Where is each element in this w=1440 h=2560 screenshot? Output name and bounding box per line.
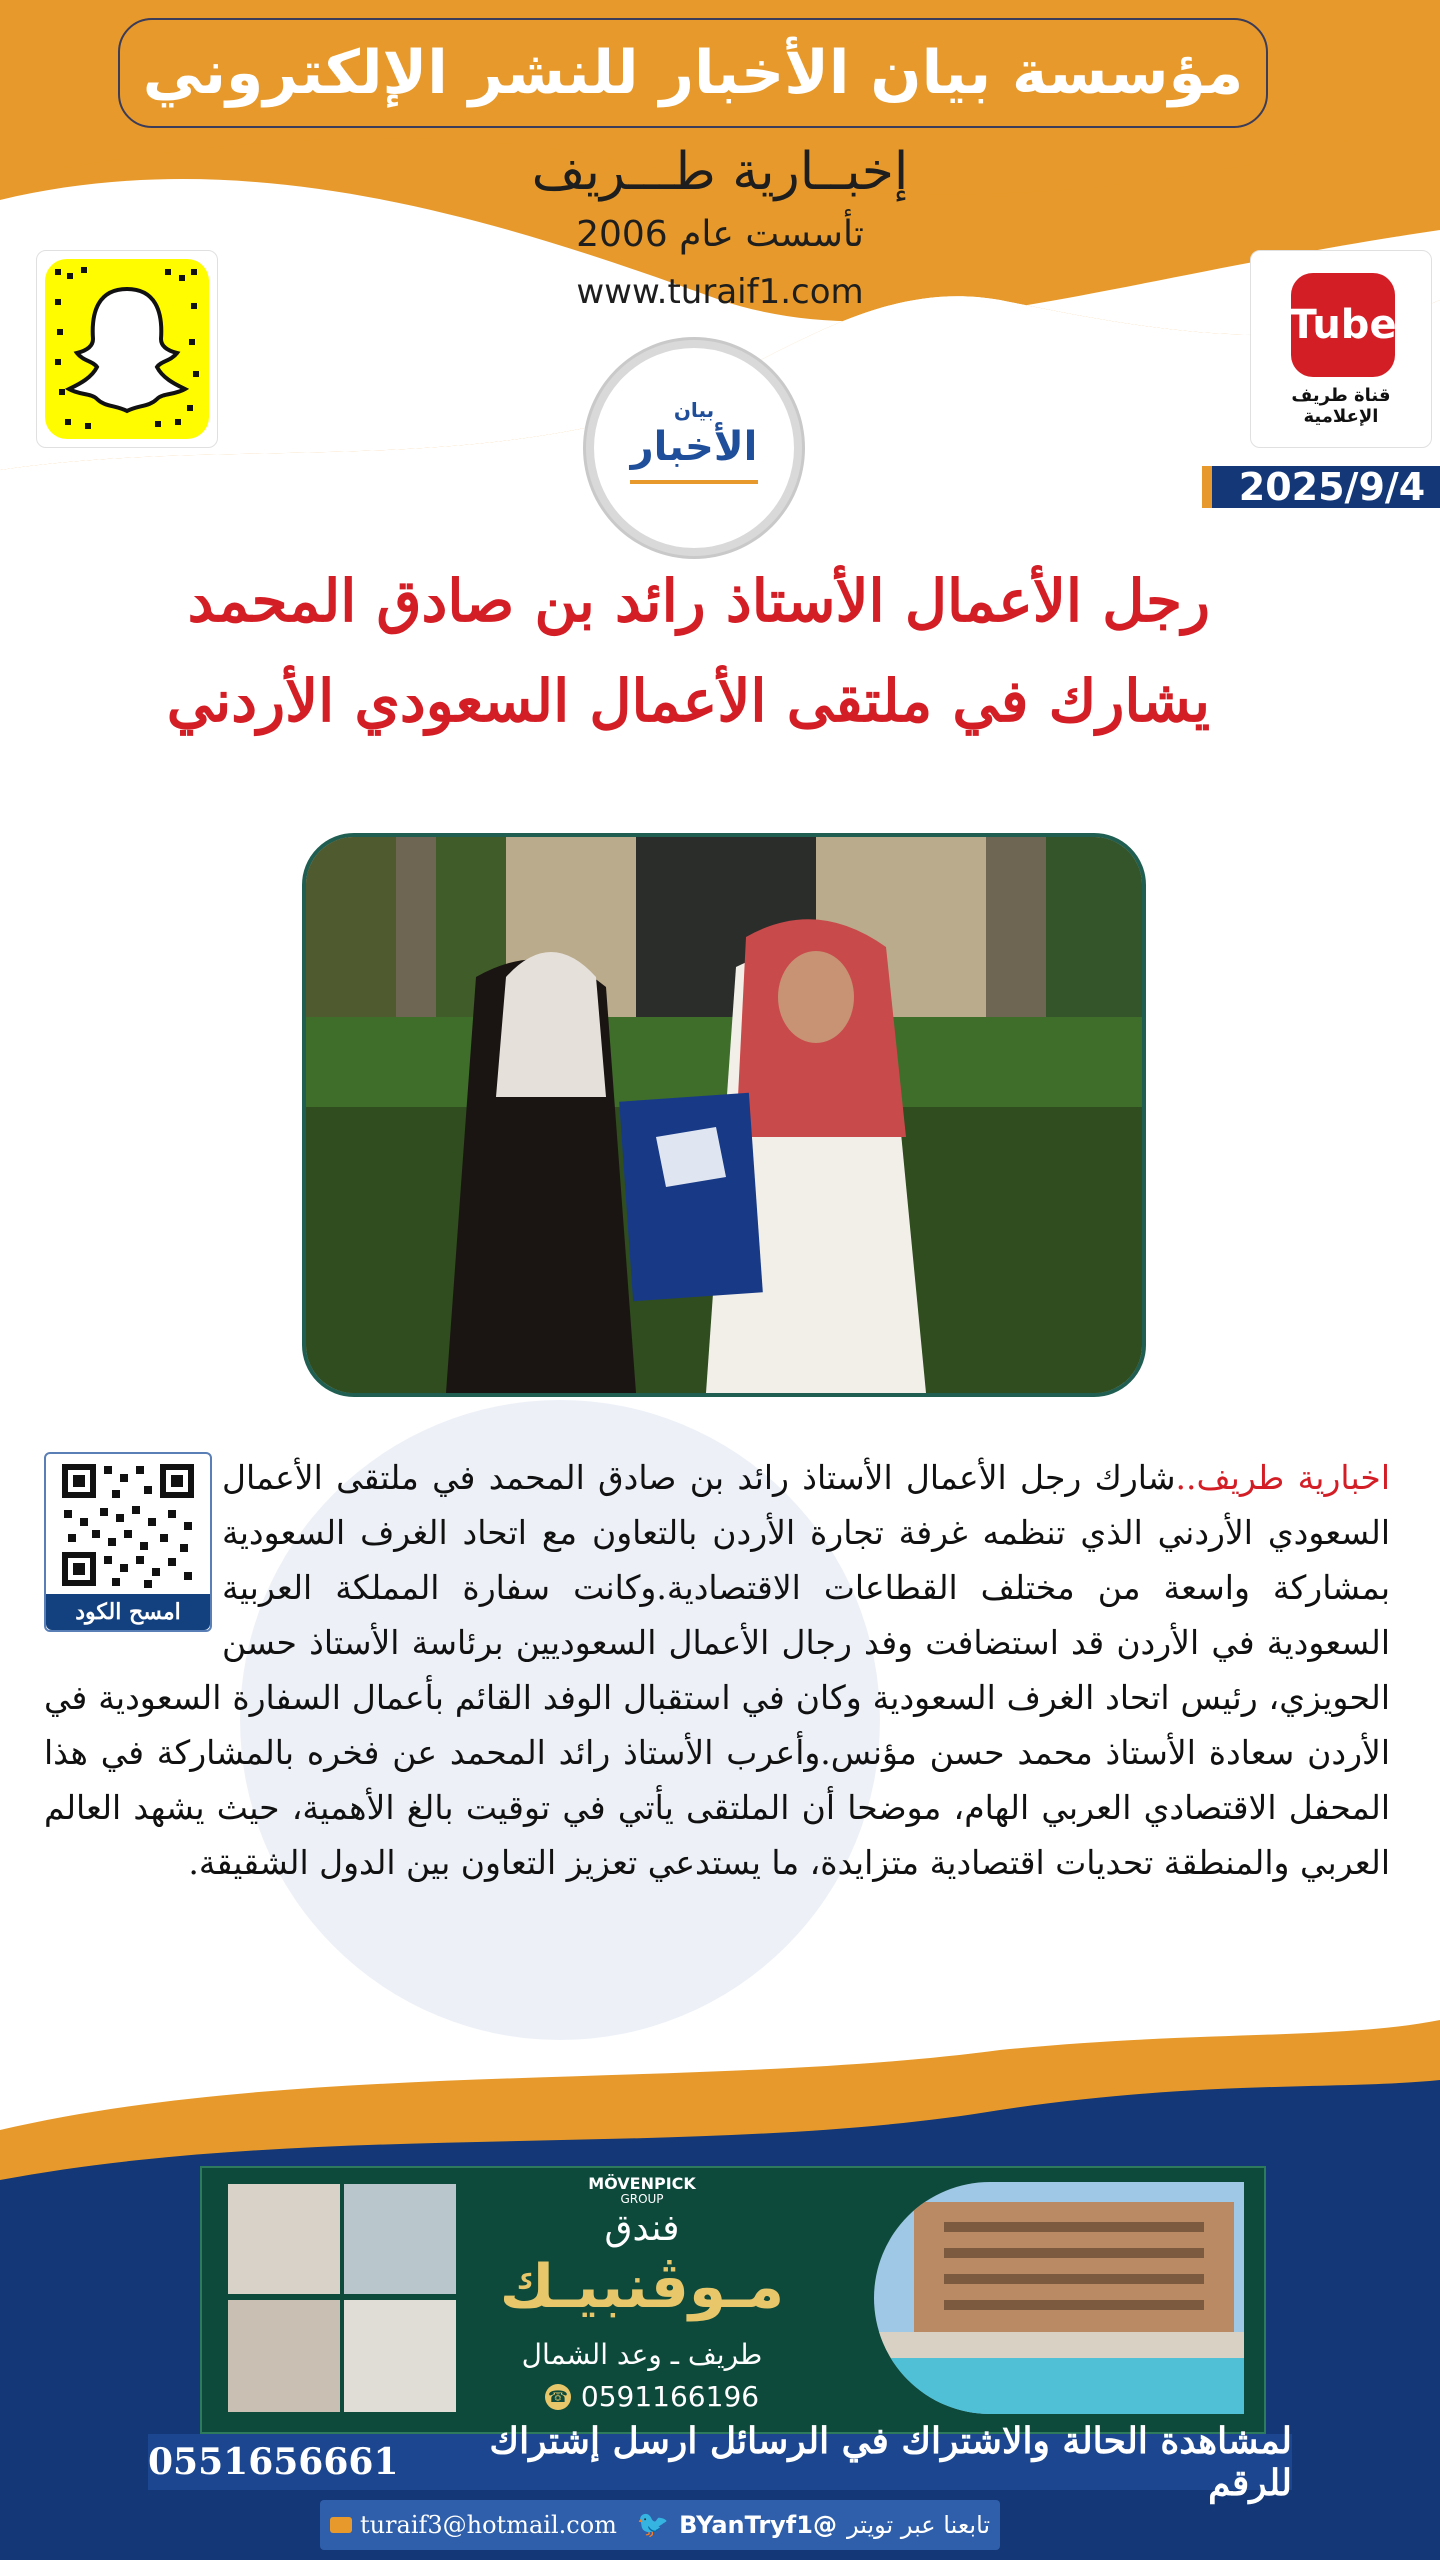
article-body-text: شارك رجل الأعمال الأستاذ رائد بن صادق المحمد في ملتقى الأعمال السعودي الأردني الذي تنظمه غرفة تجارة الأردن بالتعاون مع اتحاد الغرف السعودية بمشاركة واسعة من مختلف القطاعات الاقتصادية.وكانت سفارة المملكة العربية السعودية في الأردن قد استضافت وفد رجال الأعمال السعوديين برئاسة الأستاذ حسن الحويزي، رئيس اتحاد الغرف السعودية وكان في استقبال الوفد القائم بأعمال السفارة السعودية في الأردن سعادة الأستاذ محمد حسن مؤنس.وأعرب الأستاذ رائد المحمد عن فخره بالمشاركة في هذا المحفل الاقتصادي العربي الهام، موضحا أن الملتقى يأتي في توقيت بالغ الأهمية، حيث يشهد العالم العربي والمنطقة تحديات اقتصادية متزايدة، ما يستدعي تعزيز التعاون بين الدول الشقيقة. xyxy=(44,1458,1390,1882)
qr-code[interactable] xyxy=(44,1452,212,1632)
twitter-link[interactable] xyxy=(637,2510,990,2540)
ad-phone: 0591166196 xyxy=(580,2380,760,2413)
email-link[interactable] xyxy=(330,2511,617,2539)
ad-phone-row[interactable] xyxy=(502,2380,802,2413)
ad-photo-room-1 xyxy=(228,2184,340,2294)
youtube-icon: Tube xyxy=(1291,273,1395,377)
snapchat-code-icon xyxy=(45,259,209,439)
website-link[interactable]: www.turaif1.com xyxy=(576,272,864,312)
subscribe-text: لمشاهدة الحالة والاشتراك في الرسائل ارسل إشتراك للرقم xyxy=(489,2420,1292,2504)
qr-label: امسح الكود xyxy=(46,1594,210,1630)
qr-code-icon xyxy=(58,1460,198,1590)
youtube-channel-badge[interactable] xyxy=(1250,250,1432,448)
site-name: إخبــارية طـــريف xyxy=(531,142,909,202)
logo-main-text: الأخبار xyxy=(630,424,758,470)
article-photo xyxy=(302,833,1146,1397)
bayan-alakhbar-logo xyxy=(586,340,802,556)
snapchat-badge[interactable] xyxy=(36,250,218,448)
logo-underline xyxy=(630,480,758,484)
hotel-advertisement[interactable] xyxy=(200,2166,1266,2434)
phone-icon: ☎ xyxy=(545,2384,571,2410)
ad-photo-dining-2 xyxy=(344,2300,456,2412)
ad-brand-sub: GROUP xyxy=(620,2192,664,2206)
article-body xyxy=(44,1450,1390,1890)
contact-bar xyxy=(320,2500,1000,2550)
headline-line-1: رجل الأعمال الأستاذ رائد بن صادق المحمد xyxy=(187,567,1210,635)
organization-title: مؤسسة بيان الأخبار للنشر الإلكتروني xyxy=(118,18,1268,128)
article-lead: اخبارية طريف.. xyxy=(1175,1458,1390,1497)
twitter-handle: BYanTryf1@ xyxy=(679,2511,837,2539)
subscribe-number: 0551656661 xyxy=(148,2441,399,2483)
subscribe-bar[interactable] xyxy=(148,2420,1292,2504)
ad-title-small: فندق xyxy=(604,2208,680,2249)
headline-line-2: يشارك في ملتقى الأعمال السعودي الأردني xyxy=(166,667,1210,735)
ad-photo-room-2 xyxy=(228,2300,340,2412)
twitter-label: تابعنا عبر تويتر xyxy=(846,2511,991,2539)
ad-title-big: مـوڤنبيـك xyxy=(499,2252,785,2322)
youtube-caption: قناة طريف الإعلامية xyxy=(1291,385,1391,427)
ad-hotel-exterior-photo xyxy=(874,2182,1244,2414)
ad-photo-dining-1 xyxy=(344,2184,456,2294)
publish-date: 2025/9/4 xyxy=(1202,466,1440,508)
logo-small-text: بيان xyxy=(673,398,715,422)
email-address: turaif3@hotmail.com xyxy=(359,2511,617,2539)
email-icon xyxy=(330,2517,352,2533)
ad-location: طريف ـ وعد الشمال xyxy=(521,2338,763,2371)
twitter-bird-icon: 🐦 xyxy=(636,2510,670,2540)
founded-text: تأسست عام 2006 xyxy=(576,214,864,255)
ad-brand: MÖVENPICK xyxy=(588,2174,696,2193)
